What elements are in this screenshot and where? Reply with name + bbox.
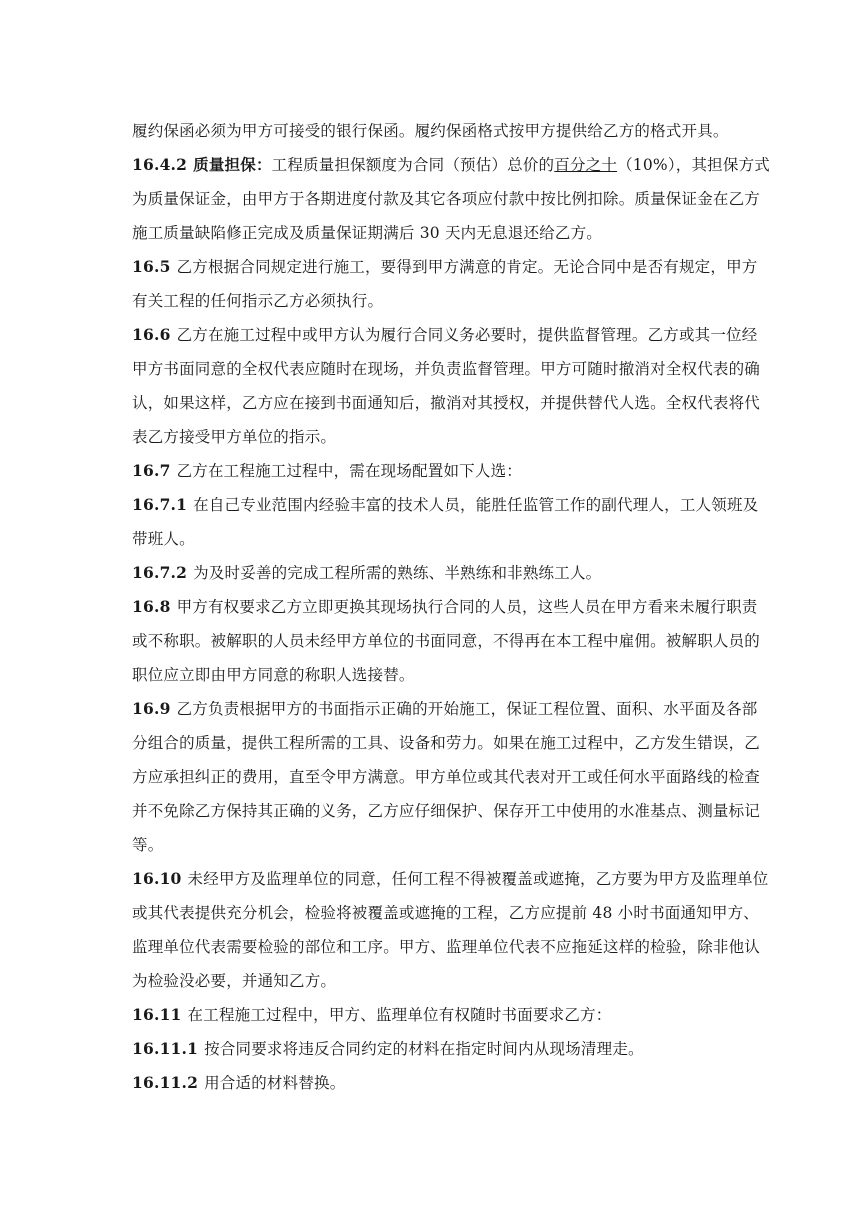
text-line: 带班人。 [132, 530, 195, 548]
clause-16-9: 16.9 乙方负责根据甲方的书面指示正确的开始施工，保证工程位置、面积、水平面及各部 [132, 699, 758, 718]
clause-16-7-1: 16.7.1 在自己专业范围内经验丰富的技术人员，能胜任监管工作的副代理人，工人领班及 [132, 495, 759, 514]
text-line: 认，如果这样，乙方应在接到书面通知后，撤消对其授权，并提供替代人选。全权代表将代 [132, 394, 761, 412]
clause-16-11-2: 16.11.2 用合适的材料替换。 [132, 1073, 346, 1092]
clause-16-4-2: 16.4.2 质量担保：工程质量担保额度为合同（预估）总价的百分之十（10%），其担保方式 [132, 155, 770, 174]
clause-number: 16.4.2 [132, 155, 188, 174]
text-line: 有关工程的任何指示乙方必须执行。 [132, 292, 384, 310]
clause-16-6: 16.6 乙方在施工过程中或甲方认为履行合同义务必要时，提供监督管理。乙方或其一位经 [132, 325, 758, 344]
text-line: 并不免除乙方保持其正确的义务，乙方应仔细保护、保存开工中使用的水准基点、测量标记 [132, 802, 761, 820]
clause-heading: 质量担保： [193, 155, 272, 174]
clause-16-10: 16.10 未经甲方及监理单位的同意，任何工程不得被覆盖或遮掩，乙方要为甲方及监理单位 [132, 869, 769, 888]
text-line: 或不称职。被解职的人员未经甲方单位的书面同意，不得再在本工程中雇佣。被解职人员的 [132, 632, 761, 650]
clause-number: 16.6 [132, 325, 171, 344]
text-line: 为质量保证金，由甲方于各期进度付款及其它各项应付款中按比例扣除。质量保证金在乙方 [132, 190, 761, 208]
text-line: 为检验没必要，并通知乙方。 [132, 972, 337, 990]
underlined-term: 百分之十 [554, 156, 618, 174]
clause-number: 16.11 [132, 1005, 182, 1024]
text-line: 方应承担纠正的费用，直至令甲方满意。甲方单位或其代表对开工或任何水平面路线的检查 [132, 768, 761, 786]
clause-16-5: 16.5 乙方根据合同规定进行施工，要得到甲方满意的肯定。无论合同中是否有规定，甲方 [132, 257, 758, 276]
clause-number: 16.7.1 [132, 495, 188, 514]
clause-number: 16.7.2 [132, 563, 188, 582]
clause-16-7: 16.7 乙方在工程施工过程中，需在现场配置如下人选： [132, 461, 522, 480]
text-line: 表乙方接受甲方单位的指示。 [132, 428, 337, 446]
clause-number: 16.5 [132, 257, 171, 276]
text-line: 施工质量缺陷修正完成及质量保证期满后 30 天内无息退还给乙方。 [132, 224, 602, 242]
clause-16-11: 16.11 在工程施工过程中，甲方、监理单位有权随时书面要求乙方： [132, 1005, 612, 1024]
clause-number: 16.8 [132, 597, 171, 616]
text-line: 职位应立即由甲方同意的称职人选接替。 [132, 666, 415, 684]
clause-number: 16.7 [132, 461, 171, 480]
text-line: 监理单位代表需要检验的部位和工序。甲方、监理单位代表不应拖延这样的检验，除非他认 [132, 938, 761, 956]
clause-number: 16.11.2 [132, 1073, 199, 1092]
clause-16-7-2: 16.7.2 为及时妥善的完成工程所需的熟练、半熟练和非熟练工人。 [132, 563, 602, 582]
clause-number: 16.11.1 [132, 1039, 199, 1058]
text-line: 分组合的质量，提供工程所需的工具、设备和劳力。如果在施工过程中，乙方发生错误，乙 [132, 734, 761, 752]
text-line: 履约保函必须为甲方可接受的银行保函。履约保函格式按甲方提供给乙方的格式开具。 [132, 122, 729, 140]
text-line: 等。 [132, 836, 164, 854]
clause-16-8: 16.8 甲方有权要求乙方立即更换其现场执行合同的人员，这些人员在甲方看来未履行职责 [132, 597, 758, 616]
clause-number: 16.10 [132, 869, 182, 888]
clause-16-11-1: 16.11.1 按合同要求将违反合同约定的材料在指定时间内从现场清理走。 [132, 1039, 644, 1058]
text-line: 或其代表提供充分机会，检验将被覆盖或遮掩的工程，乙方应提前 48 小时书面通知甲方、 [132, 904, 759, 922]
text-line: 甲方书面同意的全权代表应随时在现场，并负责监督管理。甲方可随时撤消对全权代表的确 [132, 360, 761, 378]
clause-number: 16.9 [132, 699, 171, 718]
